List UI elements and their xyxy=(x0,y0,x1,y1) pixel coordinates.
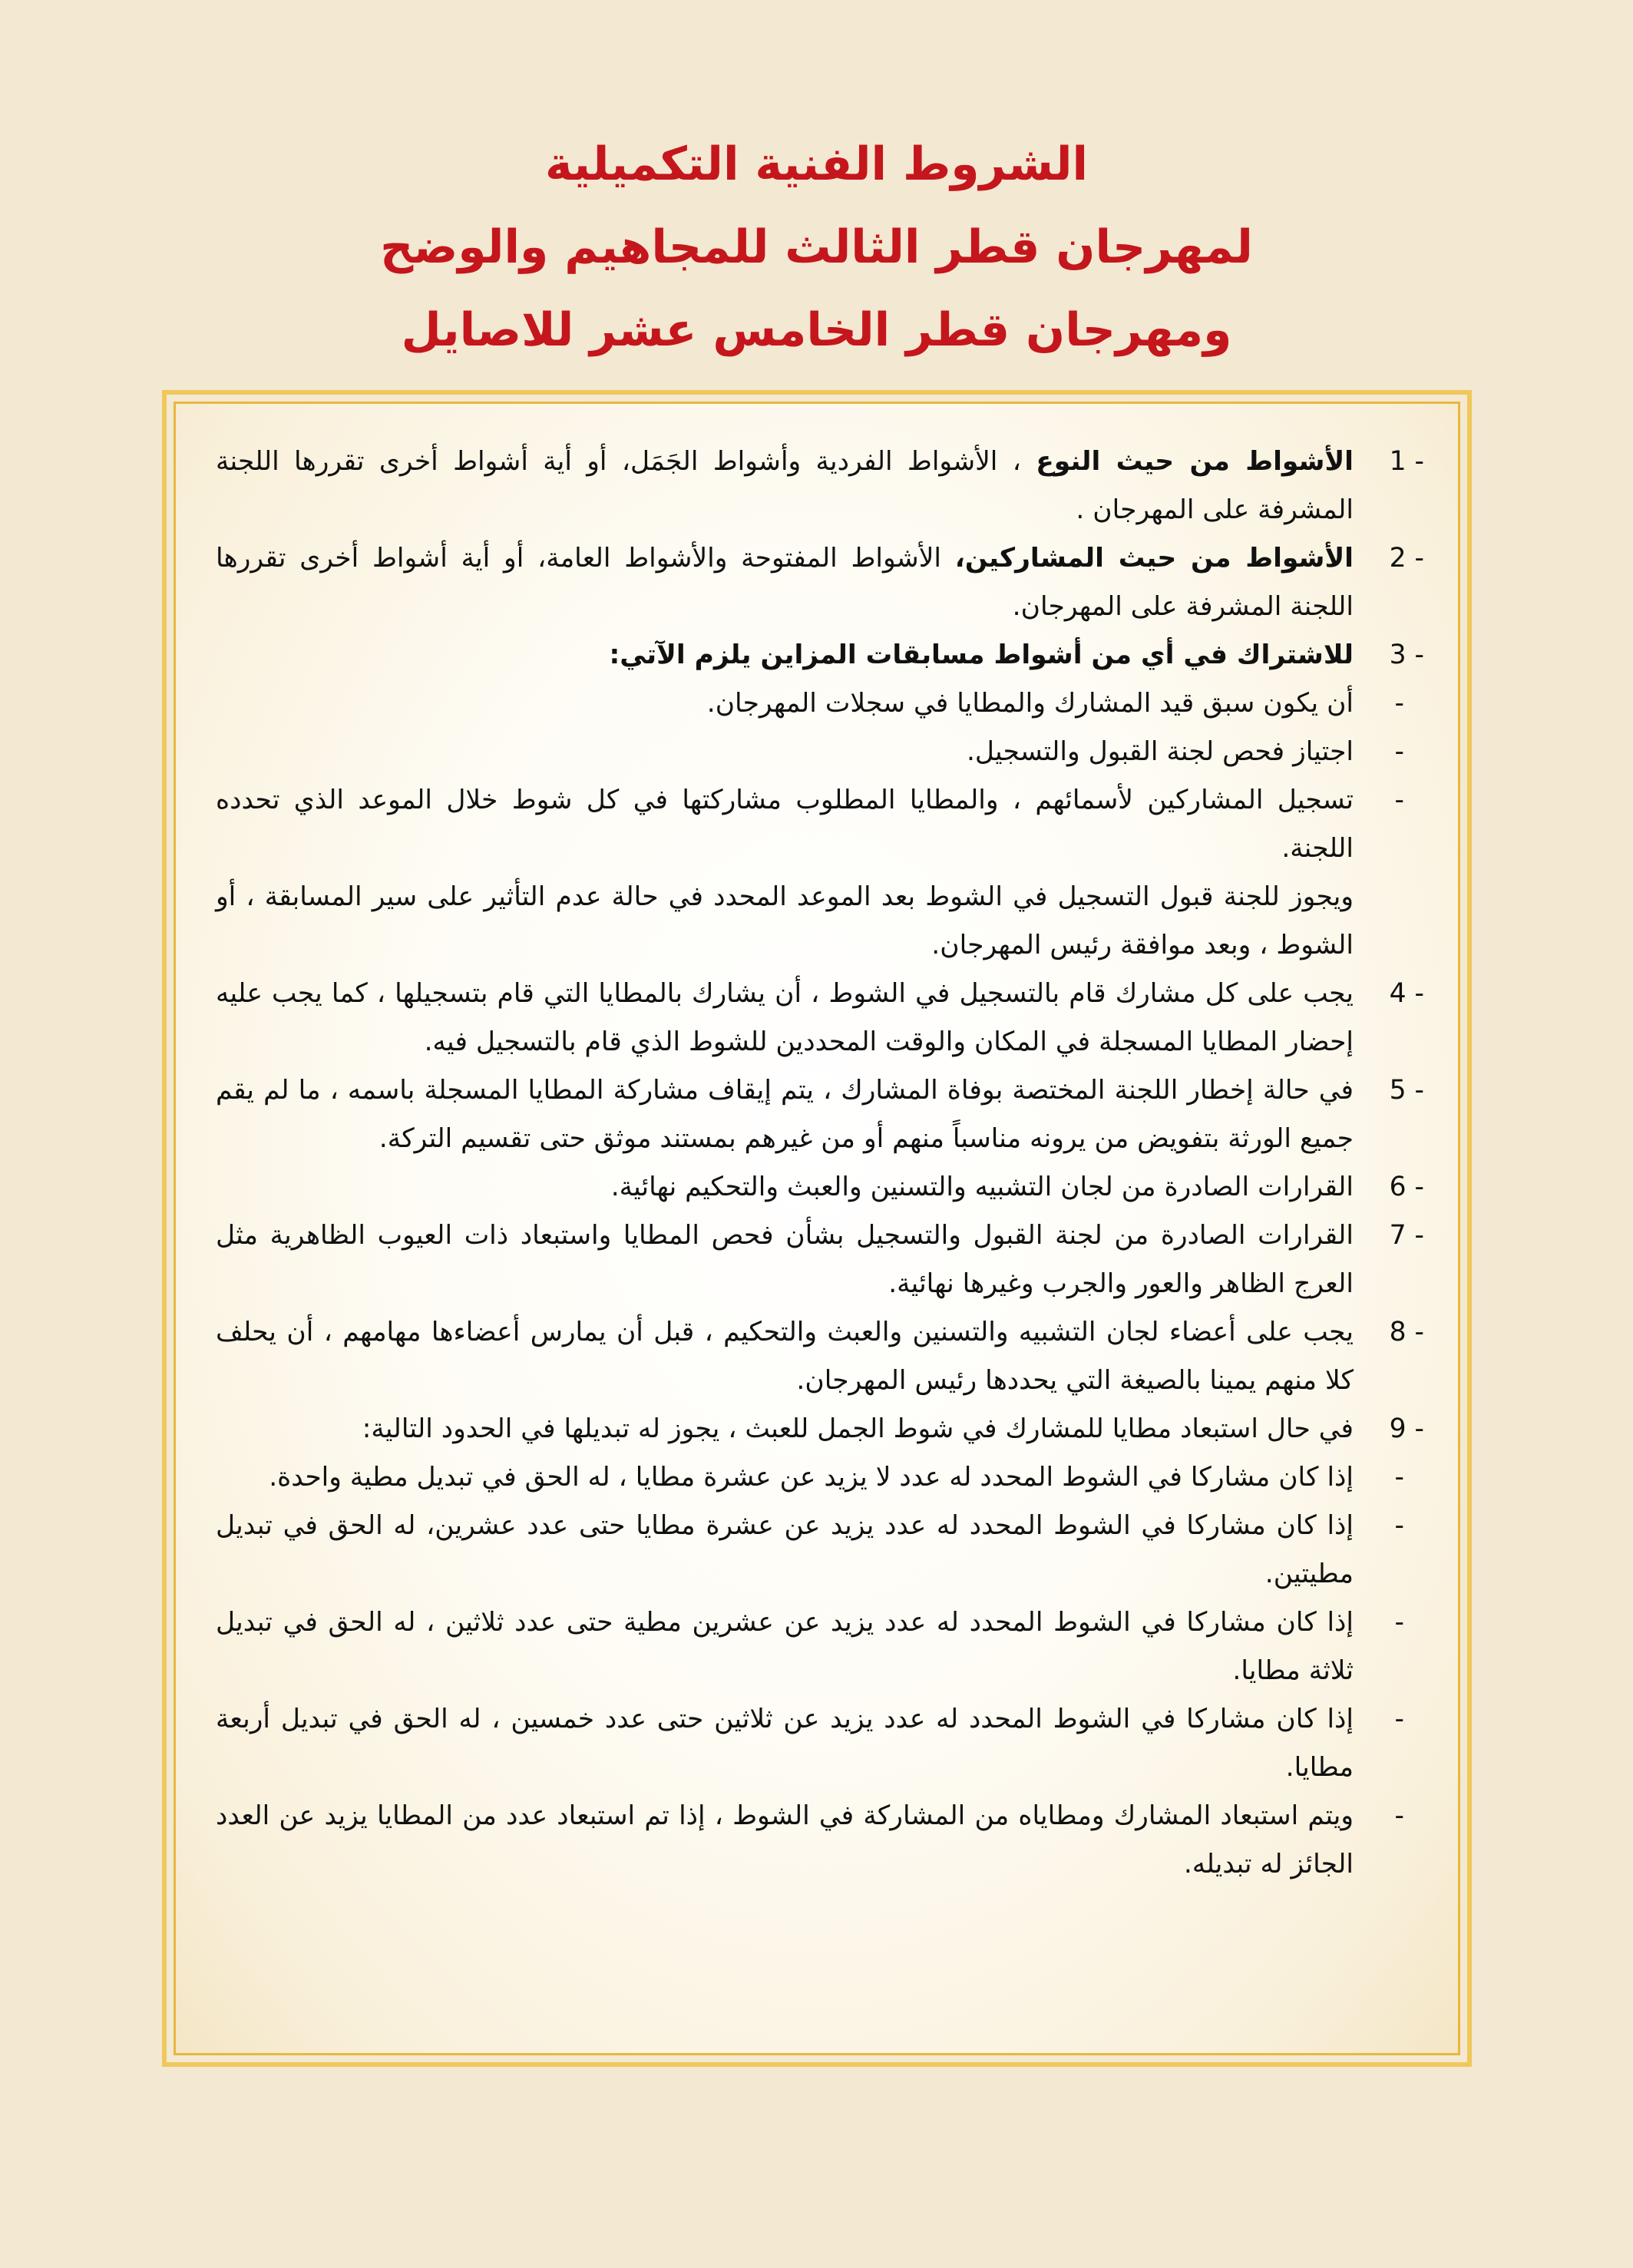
content-frame-inner xyxy=(174,402,1460,2055)
item-text: يجب على كل مشارك قام بالتسجيل في الشوط ، أن يشارك بالمطايا التي قام بتسجيلها ، كما يجب عليه إحضار المطايا المسجلة في المكان والوقت المحددين للشوط الذي قام بالتسجيل فيه. xyxy=(216,978,1354,1057)
item-number: 6 - xyxy=(1389,1172,1424,1202)
sub-item xyxy=(216,1502,1424,1599)
sub-item xyxy=(216,728,1424,776)
list-item xyxy=(216,1066,1424,1163)
sub-item xyxy=(216,776,1424,873)
list-item xyxy=(216,534,1424,631)
sub-item-text: إذا كان مشاركا في الشوط المحدد له عدد يزيد عن عشرين مطية حتى عدد ثلاثين ، له الحق في تبديل ثلاثة مطايا. xyxy=(216,1607,1354,1686)
item-number: 8 - xyxy=(1389,1317,1424,1347)
item-text: القرارات الصادرة من لجان التشبيه والتسنين والعبث والتحكيم نهائية. xyxy=(610,1172,1354,1202)
item-heading: الأشواط من حيث النوع xyxy=(1036,446,1354,477)
list-item xyxy=(216,1163,1424,1212)
title-line-1: الشروط الفنية التكميلية xyxy=(544,137,1089,191)
list-item xyxy=(216,438,1424,534)
item-text: ، الأشواط الفردية وأشواط الجَمَل، أو أية أشواط أخرى تقررها اللجنة المشرفة على المهرجان . xyxy=(216,446,1354,525)
item-number: 9 - xyxy=(1389,1413,1424,1444)
item-heading: الأشواط من حيث المشاركين، xyxy=(954,543,1354,574)
sub-item-text: إذا كان مشاركا في الشوط المحدد له عدد يزيد عن عشرة مطايا حتى عدد عشرين، له الحق في تبديل مطيتين. xyxy=(216,1510,1354,1589)
bullet-dash: - xyxy=(1394,736,1404,767)
bullet-dash: - xyxy=(1394,1510,1404,1541)
sub-item xyxy=(216,1792,1424,1889)
item-number: 2 - xyxy=(1389,543,1424,574)
item-text: يجب على أعضاء لجان التشبيه والتسنين والعبث والتحكيم ، قبل أن يمارس أعضاءها مهامهم ، أن يحلف كلا منهم يمينا بالصيغة التي يحددها رئيس المهرجان. xyxy=(216,1317,1354,1396)
sub-item xyxy=(216,1695,1424,1792)
sub-item-text: أن يكون سبق قيد المشارك والمطايا في سجلات المهرجان. xyxy=(706,688,1354,719)
sub-item-text: إذا كان مشاركا في الشوط المحدد له عدد يزيد عن ثلاثين حتى عدد خمسين ، له الحق في تبديل أربعة مطايا. xyxy=(216,1704,1354,1783)
list-item xyxy=(216,1212,1424,1308)
sub-item-text: إذا كان مشاركا في الشوط المحدد له عدد لا يزيد عن عشرة مطايا ، له الحق في تبديل مطية واحدة. xyxy=(269,1462,1354,1493)
sub-item xyxy=(216,679,1424,728)
item-text: في حالة إخطار اللجنة المختصة بوفاة المشارك ، يتم إيقاف مشاركة المطايا المسجلة باسمه ، ما لم يقم جميع الورثة بتفويض من يرونه مناسباً منهم أو من غيرهم بمستند موثق حتى تقسيم التركة. xyxy=(216,1075,1354,1154)
item-number: 7 - xyxy=(1389,1220,1424,1251)
sub-item xyxy=(216,1453,1424,1502)
item-number: 4 - xyxy=(1389,978,1424,1009)
sub-item-text: ويتم استبعاد المشارك ومطاياه من المشاركة في الشوط ، إذا تم استبعاد عدد من المطايا يزيد عن العدد الجائز له تبديله. xyxy=(216,1800,1354,1880)
list-item xyxy=(216,1405,1424,1453)
list-item xyxy=(216,970,1424,1066)
list-item xyxy=(216,1308,1424,1405)
item-heading: للاشتراك في أي من أشواط مسابقات المزاين يلزم الآتي: xyxy=(609,640,1354,670)
bullet-dash: - xyxy=(1394,688,1404,719)
item-number: 3 - xyxy=(1389,640,1424,670)
bullet-dash: - xyxy=(1394,1462,1404,1493)
bullet-dash: - xyxy=(1394,785,1404,815)
title-line-3: ومهرجان قطر الخامس عشر للاصايل xyxy=(401,303,1232,357)
item-text: في حال استبعاد مطايا للمشارك في شوط الجمل للعبث ، يجوز له تبديلها في الحدود التالية: xyxy=(362,1413,1354,1444)
item-number: 5 - xyxy=(1389,1075,1424,1106)
sub-item xyxy=(216,1599,1424,1695)
page-title-block xyxy=(0,123,1633,372)
item-text: القرارات الصادرة من لجنة القبول والتسجيل بشأن فحص المطايا واستبعاد ذات العيوب الظاهرية مثل العرج الظاهر والعور والجرب وغيرها نهائية. xyxy=(216,1220,1354,1299)
title-line-2: لمهرجان قطر الثالث للمجاهيم والوضح xyxy=(380,220,1253,274)
bullet-dash: - xyxy=(1394,1704,1404,1734)
list-item xyxy=(216,631,1424,679)
item-number: 1 - xyxy=(1389,446,1424,477)
sub-item-text: تسجيل المشاركين لأسمائهم ، والمطايا المطلوب مشاركتها في كل شوط خلال الموعد الذي تحدده اللجنة. xyxy=(216,785,1354,864)
item-text: الأشواط المفتوحة والأشواط العامة، أو أية أشواط أخرى تقررها اللجنة المشرفة على المهرجان. xyxy=(216,543,1354,622)
bullet-dash: - xyxy=(1394,1607,1404,1638)
terms-list xyxy=(216,438,1424,1889)
continuation-paragraph: ويجوز للجنة قبول التسجيل في الشوط بعد الموعد المحدد في حالة عدم التأثير على سير المسابقة ، أو الشوط ، وبعد موافقة رئيس المهرجان. xyxy=(216,881,1354,960)
bullet-dash: - xyxy=(1394,1800,1404,1831)
content-frame xyxy=(162,390,1472,2067)
sub-item-text: اجتياز فحص لجنة القبول والتسجيل. xyxy=(966,736,1354,767)
